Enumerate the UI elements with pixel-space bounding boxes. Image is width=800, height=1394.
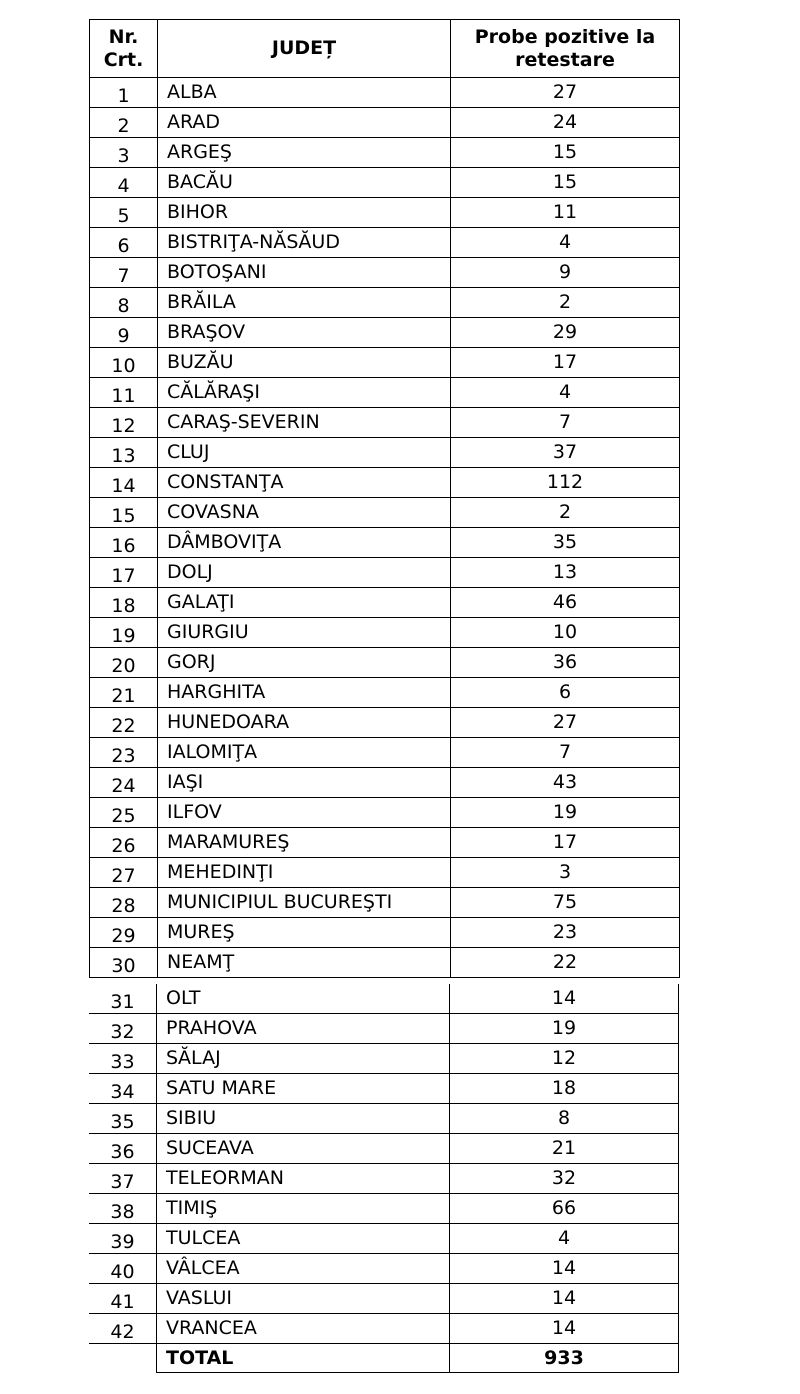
county-name: DOLJ <box>158 558 451 588</box>
positive-samples-value: 2 <box>451 288 680 318</box>
positive-samples-value: 43 <box>451 768 680 798</box>
header-nr-crt: Nr. Crt. <box>90 20 158 78</box>
row-number: 15 <box>90 498 158 528</box>
positive-samples-value: 9 <box>451 258 680 288</box>
positive-samples-value: 17 <box>451 828 680 858</box>
county-name: SIBIU <box>157 1104 450 1134</box>
positive-samples-value: 14 <box>450 1314 679 1344</box>
table-row <box>90 408 680 438</box>
row-number: 33 <box>89 1044 157 1074</box>
positive-samples-value: 17 <box>451 348 680 378</box>
positive-samples-value: 7 <box>451 408 680 438</box>
row-number: 1 <box>90 78 158 108</box>
row-number: 20 <box>90 648 158 678</box>
county-name: BACĂU <box>158 168 451 198</box>
county-name: PRAHOVA <box>157 1014 450 1044</box>
county-name: MUREŞ <box>158 918 451 948</box>
table-row <box>90 378 680 408</box>
table-header-row <box>90 20 680 78</box>
row-number: 14 <box>90 468 158 498</box>
county-name: DÂMBOVIŢA <box>158 528 451 558</box>
table-row <box>90 558 680 588</box>
row-number: 24 <box>90 768 158 798</box>
row-number: 29 <box>90 918 158 948</box>
row-number: 16 <box>90 528 158 558</box>
table-row <box>90 528 680 558</box>
county-name: BUZĂU <box>158 348 451 378</box>
county-name: ARGEŞ <box>158 138 451 168</box>
total-row <box>89 1344 679 1373</box>
counties-table-part-2 <box>89 984 679 1373</box>
positive-samples-value: 19 <box>450 1014 679 1044</box>
positive-samples-value: 27 <box>451 78 680 108</box>
table-row <box>90 138 680 168</box>
table-row <box>89 1254 679 1284</box>
table-row <box>90 258 680 288</box>
table-row <box>90 468 680 498</box>
table-row <box>89 984 679 1014</box>
row-number: 32 <box>89 1014 157 1044</box>
table-row <box>90 738 680 768</box>
positive-samples-value: 4 <box>451 378 680 408</box>
table-row <box>90 618 680 648</box>
positive-samples-value: 37 <box>451 438 680 468</box>
positive-samples-value: 4 <box>450 1224 679 1254</box>
table-row <box>90 108 680 138</box>
table-row <box>90 708 680 738</box>
table-row <box>90 648 680 678</box>
positive-samples-value: 23 <box>451 918 680 948</box>
county-name: TIMIŞ <box>157 1194 450 1224</box>
table-row <box>90 588 680 618</box>
table-row <box>89 1134 679 1164</box>
positive-samples-value: 6 <box>451 678 680 708</box>
county-name: GALAŢI <box>158 588 451 618</box>
row-number: 23 <box>90 738 158 768</box>
county-name: ALBA <box>158 78 451 108</box>
table-row <box>90 918 680 948</box>
county-name: OLT <box>157 984 450 1014</box>
table-row <box>90 78 680 108</box>
row-number: 17 <box>90 558 158 588</box>
table-row <box>90 228 680 258</box>
row-number: 26 <box>90 828 158 858</box>
county-name: TULCEA <box>157 1224 450 1254</box>
row-number: 25 <box>90 798 158 828</box>
row-number: 7 <box>90 258 158 288</box>
positive-samples-value: 11 <box>451 198 680 228</box>
county-name: HARGHITA <box>158 678 451 708</box>
row-number: 2 <box>90 108 158 138</box>
positive-samples-value: 35 <box>451 528 680 558</box>
table-row <box>89 1194 679 1224</box>
positive-samples-value: 14 <box>450 1284 679 1314</box>
total-value: 933 <box>450 1344 679 1373</box>
county-name: CARAŞ-SEVERIN <box>158 408 451 438</box>
row-number: 41 <box>89 1284 157 1314</box>
table-row <box>90 348 680 378</box>
positive-samples-value: 2 <box>451 498 680 528</box>
positive-samples-value: 12 <box>450 1044 679 1074</box>
positive-samples-value: 8 <box>450 1104 679 1134</box>
county-name: BRĂILA <box>158 288 451 318</box>
table-row <box>89 1044 679 1074</box>
counties-table-part-1 <box>89 19 680 978</box>
table-row <box>90 798 680 828</box>
positive-samples-value: 18 <box>450 1074 679 1104</box>
table-row <box>90 948 680 978</box>
county-name: VASLUI <box>157 1284 450 1314</box>
positive-samples-value: 75 <box>451 888 680 918</box>
county-name: IALOMIŢA <box>158 738 451 768</box>
positive-samples-value: 36 <box>451 648 680 678</box>
row-number: 13 <box>90 438 158 468</box>
row-number: 42 <box>89 1314 157 1344</box>
positive-samples-value: 3 <box>451 858 680 888</box>
table-row <box>89 1104 679 1134</box>
table-row <box>90 498 680 528</box>
row-number: 4 <box>90 168 158 198</box>
header-probe-pozitive: Probe pozitive la retestare <box>451 20 680 78</box>
positive-samples-value: 10 <box>451 618 680 648</box>
table-row <box>90 318 680 348</box>
row-number: 28 <box>90 888 158 918</box>
county-name: VÂLCEA <box>157 1254 450 1284</box>
positive-samples-value: 21 <box>450 1134 679 1164</box>
row-number: 11 <box>90 378 158 408</box>
county-name: ILFOV <box>158 798 451 828</box>
row-number: 30 <box>90 948 158 978</box>
row-number: 22 <box>90 708 158 738</box>
positive-samples-value: 112 <box>451 468 680 498</box>
table-row <box>90 678 680 708</box>
row-number: 38 <box>89 1194 157 1224</box>
row-number: 3 <box>90 138 158 168</box>
county-name: CONSTANŢA <box>158 468 451 498</box>
positive-samples-value: 32 <box>450 1164 679 1194</box>
positive-samples-value: 27 <box>451 708 680 738</box>
row-number: 12 <box>90 408 158 438</box>
row-number: 40 <box>89 1254 157 1284</box>
county-name: CLUJ <box>158 438 451 468</box>
positive-samples-value: 22 <box>451 948 680 978</box>
row-number: 21 <box>90 678 158 708</box>
positive-samples-value: 4 <box>451 228 680 258</box>
table-row <box>89 1014 679 1044</box>
positive-samples-value: 13 <box>451 558 680 588</box>
county-name: BRAŞOV <box>158 318 451 348</box>
table-row <box>90 438 680 468</box>
row-number: 39 <box>89 1224 157 1254</box>
table-row <box>89 1074 679 1104</box>
row-number: 36 <box>89 1134 157 1164</box>
table-row <box>90 198 680 228</box>
row-number: 10 <box>90 348 158 378</box>
table-row <box>89 1164 679 1194</box>
total-label: TOTAL <box>157 1344 450 1373</box>
row-number: 19 <box>90 618 158 648</box>
county-name: MUNICIPIUL BUCUREŞTI <box>158 888 451 918</box>
county-name: GIURGIU <box>158 618 451 648</box>
positive-samples-value: 7 <box>451 738 680 768</box>
county-name: TELEORMAN <box>157 1164 450 1194</box>
positive-samples-value: 19 <box>451 798 680 828</box>
county-name: SĂLAJ <box>157 1044 450 1074</box>
row-number: 35 <box>89 1104 157 1134</box>
county-name: NEAMŢ <box>158 948 451 978</box>
row-number: 27 <box>90 858 158 888</box>
county-name: SUCEAVA <box>157 1134 450 1164</box>
county-name: BISTRIŢA-NĂSĂUD <box>158 228 451 258</box>
county-name: BOTOŞANI <box>158 258 451 288</box>
table-row <box>90 288 680 318</box>
row-number: 31 <box>89 984 157 1014</box>
positive-samples-value: 46 <box>451 588 680 618</box>
row-number: 5 <box>90 198 158 228</box>
row-number: 18 <box>90 588 158 618</box>
county-name: ARAD <box>158 108 451 138</box>
table-row <box>90 828 680 858</box>
county-name: MEHEDINŢI <box>158 858 451 888</box>
county-name: VRANCEA <box>157 1314 450 1344</box>
row-number: 8 <box>90 288 158 318</box>
table-row <box>89 1284 679 1314</box>
county-name: MARAMUREŞ <box>158 828 451 858</box>
positive-samples-value: 14 <box>450 1254 679 1284</box>
table-row <box>90 168 680 198</box>
county-name: HUNEDOARA <box>158 708 451 738</box>
positive-samples-value: 24 <box>451 108 680 138</box>
positive-samples-value: 14 <box>450 984 679 1014</box>
table-row <box>90 858 680 888</box>
county-name: CĂLĂRAŞI <box>158 378 451 408</box>
table-row <box>89 1224 679 1254</box>
positive-samples-value: 66 <box>450 1194 679 1224</box>
table-row <box>90 768 680 798</box>
county-name: COVASNA <box>158 498 451 528</box>
county-name: IAŞI <box>158 768 451 798</box>
row-number: 34 <box>89 1074 157 1104</box>
county-name: SATU MARE <box>157 1074 450 1104</box>
row-number: 37 <box>89 1164 157 1194</box>
row-number: 6 <box>90 228 158 258</box>
positive-samples-value: 15 <box>451 138 680 168</box>
total-nr-cell <box>89 1344 157 1373</box>
header-judet: JUDEȚ <box>158 20 451 78</box>
table-row <box>89 1314 679 1344</box>
table-row <box>90 888 680 918</box>
county-name: BIHOR <box>158 198 451 228</box>
positive-samples-value: 15 <box>451 168 680 198</box>
county-name: GORJ <box>158 648 451 678</box>
row-number: 9 <box>90 318 158 348</box>
positive-samples-value: 29 <box>451 318 680 348</box>
